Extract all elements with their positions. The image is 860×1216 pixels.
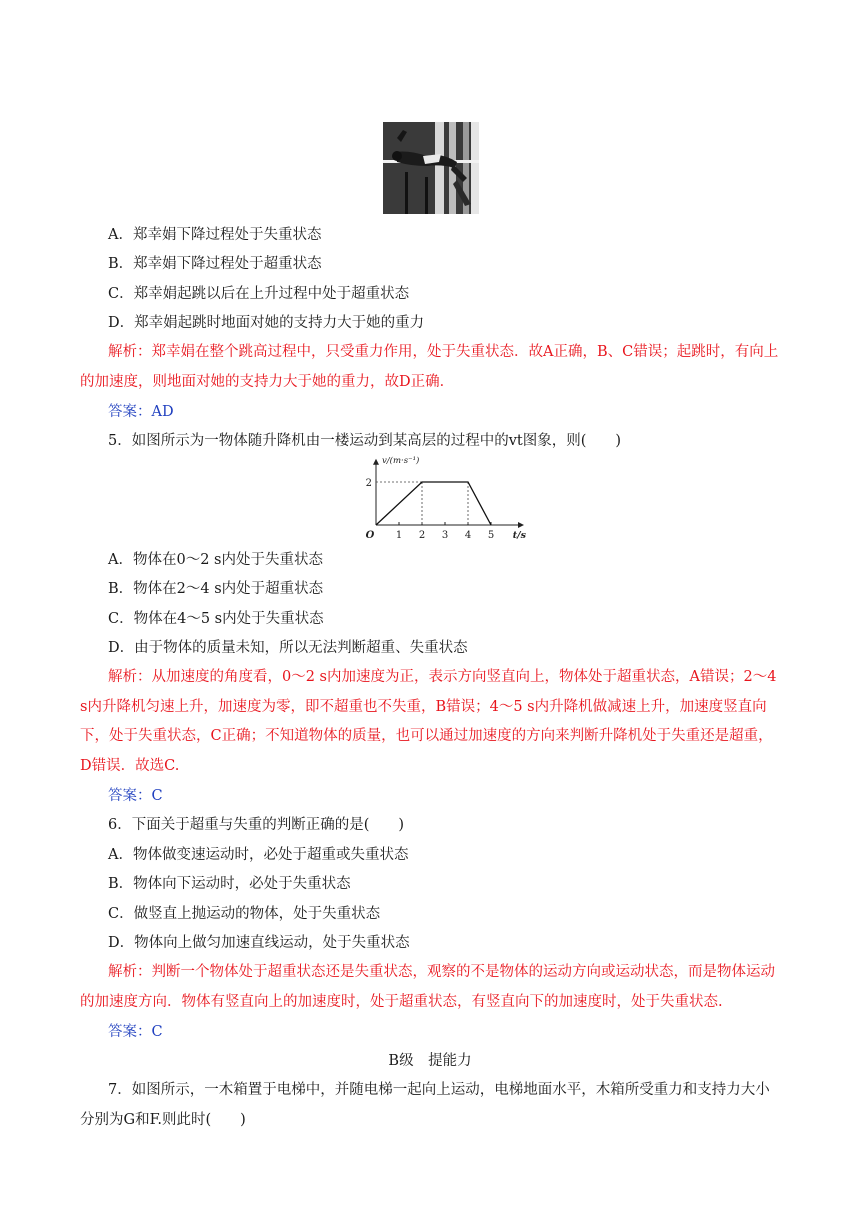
q5-analysis-label: 解析： — [108, 669, 152, 685]
q5-option-d: D．由于物体的质量未知，所以无法判断超重、失重状态 — [108, 640, 468, 656]
q4-analysis-label: 解析： — [108, 344, 152, 360]
q5-analysis — [80, 663, 780, 781]
q4-analysis-text: 郑幸娟在整个跳高过程中，只受重力作用，处于失重状态．故A正确，B、C错误；起跳时，有向上的加速度，则地面对她的支持力大于她的重力，故D正确． — [80, 344, 779, 390]
q4-option-b: B．郑幸娟下降过程处于超重状态 — [108, 256, 322, 272]
q5-option-a: A．物体在0～2 s内处于失重状态 — [108, 552, 323, 568]
high-jump-photo — [383, 122, 479, 214]
q6-option-c: C．做竖直上抛运动的物体，处于失重状态 — [108, 906, 381, 922]
q6-analysis — [80, 958, 780, 1017]
q4-option-c: C．郑幸娟起跳以后在上升过程中处于超重状态 — [108, 286, 410, 302]
high-jump-image — [383, 122, 479, 214]
q5-stem: 5．如图所示为一物体随升降机由一楼运动到某高层的过程中的vt图象，则( ) — [108, 433, 622, 449]
q6-stem: 6．下面关于超重与失重的判断正确的是( ) — [108, 817, 405, 833]
y-tick-label: 2 — [365, 478, 372, 489]
x-axis-arrow — [518, 522, 524, 528]
origin-label: O — [365, 530, 375, 541]
q4-option-a: A．郑幸娟下降过程处于失重状态 — [108, 227, 322, 243]
q6-option-b: B．物体向下运动时，必处于失重状态 — [108, 876, 351, 892]
q6-analysis-text: 判断一个物体处于超重状态还是失重状态，观察的不是物体的运动方向或运动状态，而是物体运动的加速度方向．物体有竖直向上的加速度时，处于超重状态，有竖直向下的加速度时，处于失重状态. — [80, 964, 775, 1010]
q5-analysis-text: 从加速度的角度看，0～2 s内加速度为正，表示方向竖直向上，物体处于超重状态，A错误；2～4 s内升降机匀速上升，加速度为零，即不超重也不失重，B错误；4～5 s内升降机做减速上升，加速度竖直向下，处于失重状态，C正确；不知道物体的质量，也可以通过加速度的方向来判断升降机处于失重还是超重，D错误．故选C. — [80, 669, 777, 774]
section-b-heading: B级 提能力 — [388, 1053, 472, 1069]
vt-series-line — [376, 482, 491, 525]
vt-graph — [360, 455, 532, 545]
q6-analysis-label: 解析： — [108, 964, 152, 980]
q4-analysis — [80, 338, 780, 397]
y-axis-arrow — [373, 459, 379, 465]
q6-option-d: D．物体向上做匀加速直线运动，处于失重状态 — [108, 935, 410, 951]
y-axis-label: v/(m·s⁻¹) — [382, 456, 420, 466]
x-tick-label: 4 — [464, 530, 472, 541]
x-axis-label: t/s — [512, 530, 526, 541]
q7-stem: 7．如图所示，一木箱置于电梯中，并随电梯一起向上运动，电梯地面水平，木箱所受重力和支持力大小分别为G和F.则此时( ) — [80, 1082, 770, 1128]
x-tick-label: 3 — [441, 530, 449, 541]
q6-option-a: A．物体做变速运动时，必处于超重或失重状态 — [108, 847, 409, 863]
q5-option-b: B．物体在2～4 s内处于超重状态 — [108, 581, 324, 597]
q5-vt-chart — [360, 455, 532, 545]
x-tick-label: 1 — [395, 530, 403, 541]
x-tick-label: 5 — [487, 530, 495, 541]
q5-answer: 答案：C — [108, 788, 163, 804]
q6-answer: 答案：C — [108, 1024, 163, 1040]
q4-option-d: D．郑幸娟起跳时地面对她的支持力大于她的重力 — [108, 315, 425, 331]
q5-option-c: C．物体在4～5 s内处于失重状态 — [108, 611, 324, 627]
x-tick-label: 2 — [418, 530, 426, 541]
q4-answer: 答案：AD — [108, 404, 174, 420]
